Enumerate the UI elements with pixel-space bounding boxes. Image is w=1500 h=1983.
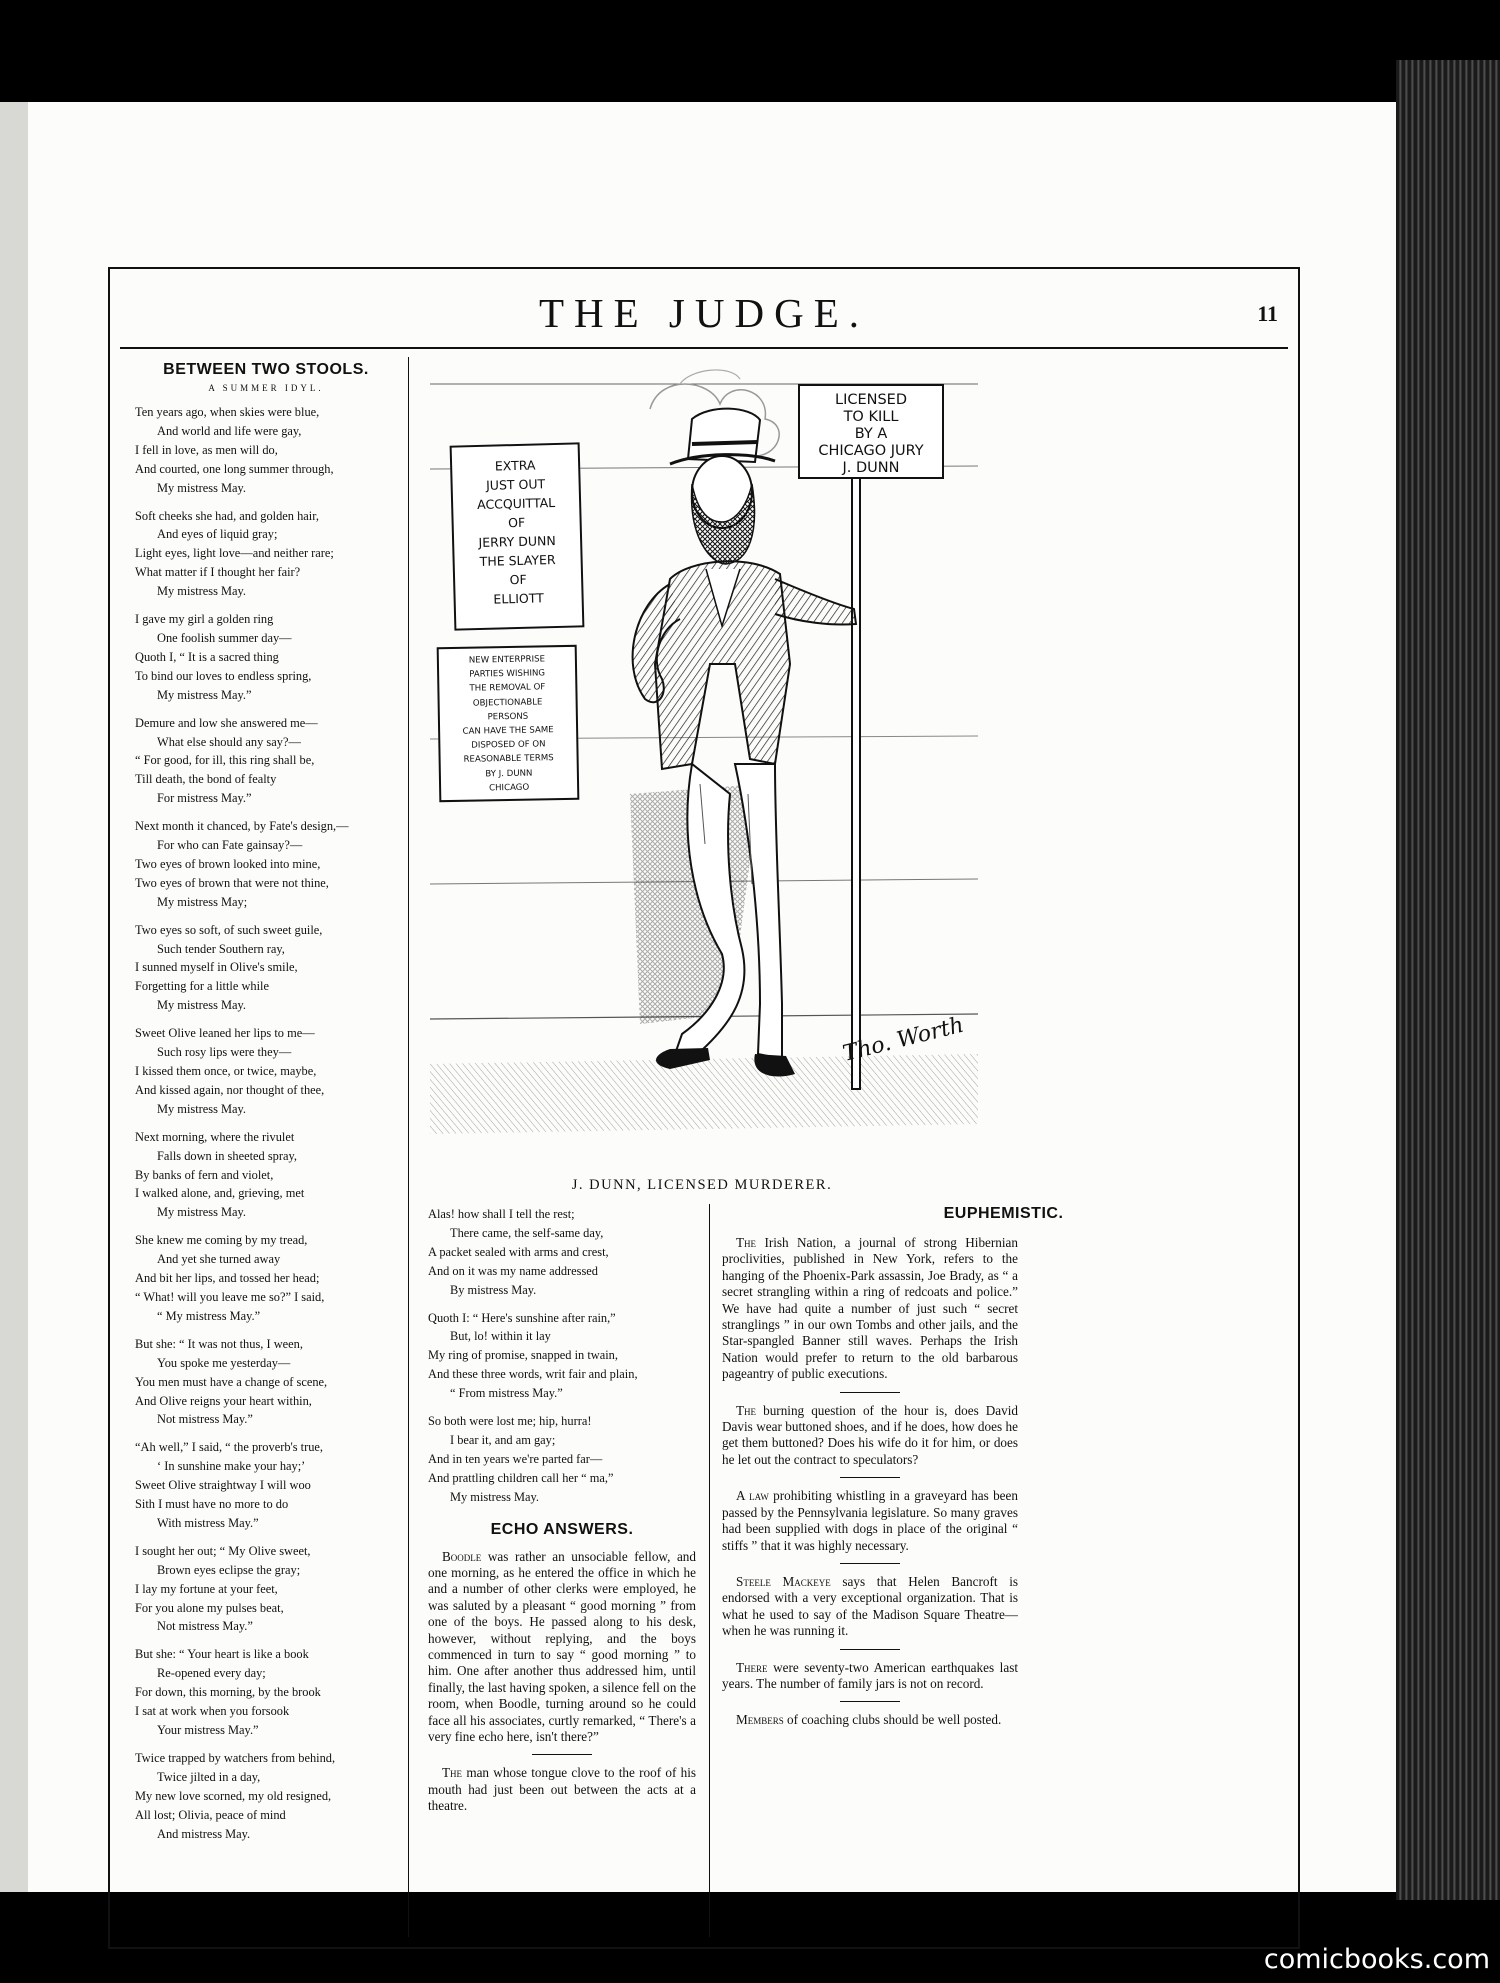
article-paragraph xyxy=(722,1488,1018,1554)
poem-line: And mistress May. xyxy=(157,1826,251,1841)
poem-line: And prattling children call her “ ma,” xyxy=(428,1470,614,1485)
poem-line: But, lo! within it lay xyxy=(450,1329,551,1344)
article-paragraph xyxy=(428,1549,696,1746)
poem-stanza xyxy=(428,1309,696,1404)
poem-line: By banks of fern and violet, xyxy=(135,1167,274,1182)
poem-line: Re-opened every day; xyxy=(157,1666,266,1681)
sign-text-line: ELLIOTT xyxy=(493,590,545,607)
paragraph-text: says that Helen Bancroft is endorsed with a very exceptional organization. That is what he used to say of the Madison Square Theatre—when he was running it. xyxy=(722,1573,1018,1639)
poem-line: All lost; Olivia, peace of mind xyxy=(135,1807,286,1822)
poem-line: Your mistress May.” xyxy=(157,1723,259,1737)
poem-line: Not mistress May.” xyxy=(157,1619,253,1634)
lead-word: Steele Mackeye xyxy=(736,1573,831,1589)
poem-stanza xyxy=(135,1438,397,1533)
poem-line: And on it was my name addressed xyxy=(428,1263,598,1278)
sign-text-line: OF xyxy=(507,514,526,531)
poem-stanza xyxy=(135,817,397,912)
sign-text-line: OF xyxy=(509,571,527,588)
paragraph-text: were seventy-two American earthquakes last years. The number of family jars is not on record. xyxy=(722,1659,1018,1691)
article-paragraph xyxy=(722,1712,1018,1728)
poem-line: I sunned myself in Olive's smile, xyxy=(135,960,298,975)
poem-title: BETWEEN TWO STOOLS. xyxy=(163,361,369,378)
sign-text-line: THE SLAYER xyxy=(479,552,556,569)
poem-stanza xyxy=(135,1749,397,1844)
article-paragraph xyxy=(722,1574,1018,1640)
poem-line: Twice trapped by watchers from behind, xyxy=(135,1750,336,1765)
paragraph-separator xyxy=(840,1392,900,1393)
paragraph-text: prohibiting whistling in a graveyard has been passed by the Pennsylvania legislature. So many graves had been supplied with dogs in place of the original “ stiffs ” that it was highly necessary. xyxy=(722,1488,1018,1553)
poem-line: So both were lost me; hip, hurra! xyxy=(428,1414,592,1429)
poem-line: Sweet Olive leaned her lips to me— xyxy=(135,1026,315,1041)
poem-stanza xyxy=(135,1024,397,1119)
euphemistic-title: EUPHEMISTIC. xyxy=(943,1205,1064,1222)
lead-word: The xyxy=(736,1402,757,1418)
poem-line: My mistress May; xyxy=(157,894,248,909)
poem-stanza xyxy=(135,403,397,498)
column-divider-right xyxy=(709,1204,710,1937)
poem-line: And world and life were gay, xyxy=(157,423,302,438)
poem-line: And in ten years we're parted far— xyxy=(428,1451,603,1466)
paragraph-separator xyxy=(840,1701,900,1702)
poem-line: Alas! how shall I tell the rest; xyxy=(428,1207,575,1221)
poem-line: Ten years ago, when skies were blue, xyxy=(135,405,320,419)
poem-stanza xyxy=(428,1412,696,1507)
cartoon-caption: J. DUNN, LICENSED MURDERER. xyxy=(571,1177,833,1193)
poem-line: A packet sealed with arms and crest, xyxy=(428,1244,609,1259)
echo-answers-body xyxy=(428,1549,696,1815)
sign-text-line: JERRY DUNN xyxy=(478,532,556,551)
sign-text-line: J. DUNN xyxy=(842,460,900,476)
poem-body xyxy=(135,403,397,1843)
masthead-title: THE JUDGE. xyxy=(538,290,870,336)
poem-line: You spoke me yesterday— xyxy=(157,1355,291,1370)
poem-line: My mistress May.” xyxy=(157,687,252,702)
masthead-rule xyxy=(120,347,1288,349)
poem-line: For you alone my pulses beat, xyxy=(135,1600,284,1615)
poem-line: And courted, one long summer through, xyxy=(135,461,334,476)
poem-line: I lay my fortune at your feet, xyxy=(135,1581,278,1596)
sign-text-line: JUST OUT xyxy=(485,476,546,493)
sign-text-line: PERSONS xyxy=(487,711,529,723)
paragraph-text: Irish Nation, a journal of strong Hibernian proclivities, published in New York, refers to the hanging of the Phoenix-Park assassin, Joe Brady, as “ a secret strangling within a ring of redcoats and police.” We have had quite a number of just such “ secret stranglings ” in our own Tombs and other jails, and the Star-spangled Banner still waves. Perhaps the Irish Nation would prefer to return to the old barbarous pageantry of public executions. xyxy=(722,1235,1018,1382)
poem-line: Forgetting for a little while xyxy=(135,979,269,994)
licensed-to-kill-sign xyxy=(798,384,944,479)
poem-line: “ My mistress May.” xyxy=(157,1308,261,1323)
poem-line: “Ah well,” I said, “ the proverb's true, xyxy=(135,1440,324,1455)
poem-line: For who can Fate gainsay?— xyxy=(157,838,303,853)
poem-stanza xyxy=(135,1128,397,1223)
poem-line: I sat at work when you forsook xyxy=(135,1704,290,1719)
paragraph-separator xyxy=(840,1563,900,1564)
poem-line: Next month it chanced, by Fate's design,— xyxy=(135,819,349,834)
poem-line: I gave my girl a golden ring xyxy=(135,612,274,627)
paragraph-text: was rather an unsociable fellow, and one morning, as he entered the office in which he and a number of other clerks were employed, he was saluted by a pleasant “ good morning ” from one of the boys. He passed along to his desk, however, without replying, and the boys commenced in turn to say “ good morning ” to him. One after another thus addressed him, until finally, the last having spoken, a silence fell on the room, when Boodle, turning around so he could face all his associates, curtly remarked, “ There's a very fine echo here, isn't there?” xyxy=(428,1548,696,1745)
lead-word: The xyxy=(736,1235,757,1250)
lead-word: Members xyxy=(736,1712,784,1728)
sign-text-line: CHICAGO JURY xyxy=(818,443,924,459)
poem-line: But she: “ Your heart is like a book xyxy=(135,1647,309,1662)
poem-line: My mistress May. xyxy=(157,1205,247,1220)
poem-line: “ From mistress May.” xyxy=(450,1386,563,1401)
poem-line: My mistress May. xyxy=(157,480,247,495)
lead-word: Boodle xyxy=(442,1548,482,1564)
sign-text-line: THE REMOVAL OF xyxy=(469,682,546,695)
poem-line: I kissed them once, or twice, maybe, xyxy=(135,1064,317,1078)
poem-line: ‘ In sunshine make your hay;’ xyxy=(157,1459,306,1474)
sign-text-line: OBJECTIONABLE xyxy=(472,697,543,709)
poem-line: Sweet Olive straightway I will woo xyxy=(135,1478,311,1493)
poem-line: But she: “ It was not thus, I ween, xyxy=(135,1336,303,1351)
lead-word: The xyxy=(442,1765,463,1781)
article-paragraph xyxy=(722,1403,1018,1469)
paragraph-text: man whose tongue clove to the roof of his mouth had just been out between the acts at a theatre. xyxy=(428,1765,696,1814)
sign-text-line: EXTRA xyxy=(494,457,536,474)
poem-line: Light eyes, light love—and neither rare; xyxy=(135,546,334,561)
poem-stanza xyxy=(135,1542,397,1637)
poem-line: And kissed again, nor thought of thee, xyxy=(135,1082,325,1097)
sign-text-line: NEW ENTERPRISE xyxy=(468,654,546,666)
poem-line: Sith I must have no more to do xyxy=(135,1497,289,1512)
poem-line: Quoth I, “ It is a sacred thing xyxy=(135,649,279,664)
poem-line: My new love scorned, my old resigned, xyxy=(135,1788,332,1803)
poem-line: My mistress May. xyxy=(450,1489,540,1504)
poem-stanza xyxy=(135,714,397,809)
poem-line: Two eyes so soft, of such sweet guile, xyxy=(135,922,323,937)
lead-word: A law xyxy=(736,1488,769,1504)
lead-word: There xyxy=(736,1659,768,1675)
poem-line: And eyes of liquid gray; xyxy=(157,527,278,542)
poem-line: You men must have a change of scene, xyxy=(135,1374,328,1389)
poem-line: With mistress May.” xyxy=(157,1515,259,1530)
poem-line: My mistress May. xyxy=(157,584,247,599)
article-paragraph xyxy=(722,1235,1018,1383)
poem-line: My mistress May. xyxy=(157,998,247,1013)
poem-line: For down, this morning, by the brook xyxy=(135,1685,321,1700)
cartoon-illustration xyxy=(430,364,978,1154)
sign-text-line: PARTIES WISHING xyxy=(469,668,546,680)
poem-line: What else should any say?— xyxy=(157,734,301,749)
book-page-edges xyxy=(1396,60,1500,1900)
poem-line: And these three words, writ fair and plain, xyxy=(428,1367,638,1382)
poem-line: She knew me coming by my tread, xyxy=(135,1233,308,1248)
poem-line: I sought her out; “ My Olive sweet, xyxy=(135,1543,311,1558)
poem-line: And Olive reigns your heart within, xyxy=(135,1393,312,1408)
article-paragraph xyxy=(428,1765,696,1814)
poem-line: Two eyes of brown that were not thine, xyxy=(135,875,329,890)
poem-stanza xyxy=(135,1335,397,1430)
paragraph-separator xyxy=(532,1754,592,1755)
facing-page-edge xyxy=(0,102,28,1892)
sign-text-line: REASONABLE TERMS xyxy=(463,753,554,766)
poem-line: Such rosy lips were they— xyxy=(157,1045,292,1060)
poem-stanza xyxy=(135,1645,397,1740)
poem-line: My ring of promise, snapped in twain, xyxy=(428,1348,618,1363)
poem-line: Soft cheeks she had, and golden hair, xyxy=(135,508,319,523)
paragraph-text: of coaching clubs should be well posted. xyxy=(783,1712,1002,1728)
poem-stanza xyxy=(428,1205,696,1300)
page-frame xyxy=(108,267,1300,1949)
artist-signature: Tho. Worth xyxy=(840,1012,967,1067)
right-column xyxy=(722,1205,1285,1729)
poem-line: Demure and low she answered me— xyxy=(135,715,318,730)
paragraph-separator xyxy=(840,1649,900,1650)
poem-line: I bear it, and am gay; xyxy=(450,1432,556,1447)
poem-line: My mistress May. xyxy=(157,1101,247,1116)
page-number: 11 xyxy=(1257,301,1278,326)
sign-text-line: LICENSED xyxy=(834,392,908,408)
magazine-page xyxy=(28,102,1396,1892)
poem-stanza xyxy=(135,1231,397,1326)
poem-line: Quoth I: “ Here's sunshine after rain,” xyxy=(428,1310,616,1325)
poem-line: Brown eyes eclipse the gray; xyxy=(157,1562,301,1577)
poem-line: To bind our loves to endless spring, xyxy=(135,668,312,683)
watermark: comicbooks.com xyxy=(1263,1944,1490,1975)
enterprise-poster xyxy=(437,645,580,802)
poem-line: I walked alone, and, grieving, met xyxy=(135,1186,305,1201)
middle-column xyxy=(428,1205,696,1815)
paragraph-text: burning question of the hour is, does David Davis wear buttoned shoes, and if he does, how does he get them buttoned? Does his wife do it for him, or does he let out the contract to speculators? xyxy=(722,1402,1018,1467)
sign-text-line: CHICAGO xyxy=(488,782,530,794)
poem-stanza xyxy=(135,507,397,602)
euphemistic-body xyxy=(722,1235,1018,1729)
poem-line: By mistress May. xyxy=(450,1282,537,1297)
poem-line: There came, the self-same day, xyxy=(450,1225,604,1240)
poem-stanza xyxy=(135,610,397,705)
poem-line: And bit her lips, and tossed her head; xyxy=(135,1271,320,1286)
poem-line: “ What! will you leave me so?” I said, xyxy=(135,1289,325,1304)
poem-line: Two eyes of brown looked into mine, xyxy=(135,856,321,871)
poem-line: “ For good, for ill, this ring shall be, xyxy=(135,753,315,768)
poem-line: Till death, the bond of fealty xyxy=(135,772,277,787)
poem-continuation xyxy=(428,1205,696,1507)
echo-answers-title: ECHO ANSWERS. xyxy=(490,1520,634,1538)
poem-line: And yet she turned away xyxy=(157,1252,281,1267)
extra-poster xyxy=(450,442,585,630)
column-divider-left xyxy=(408,357,409,1937)
poem-line: One foolish summer day— xyxy=(157,630,292,645)
sign-text-line: ACCQUITTAL xyxy=(476,494,556,513)
sign-text-line: BY A xyxy=(854,426,888,442)
poem-line: Falls down in sheeted spray, xyxy=(157,1148,297,1163)
poem-line: Next morning, where the rivulet xyxy=(135,1129,295,1144)
poem-line: For mistress May.” xyxy=(157,791,252,806)
poem-line: Such tender Southern ray, xyxy=(157,941,285,956)
sign-text-line: BY J. DUNN xyxy=(485,768,533,780)
poem-line: Twice jilted in a day, xyxy=(157,1769,261,1784)
poem-stanza xyxy=(135,921,397,1016)
sign-text-line: CAN HAVE THE SAME xyxy=(462,725,554,737)
poem-column xyxy=(135,361,397,1852)
paragraph-separator xyxy=(840,1477,900,1478)
poem-line: What matter if I thought her fair? xyxy=(135,565,301,580)
poem-line: Not mistress May.” xyxy=(157,1412,253,1427)
poem-subtitle: A SUMMER IDYL. xyxy=(208,383,324,393)
sign-text-line: TO KILL xyxy=(843,409,899,425)
sign-text-line: DISPOSED OF ON xyxy=(471,739,546,751)
poem-line: I fell in love, as men will do, xyxy=(135,442,278,457)
article-paragraph xyxy=(722,1660,1018,1693)
